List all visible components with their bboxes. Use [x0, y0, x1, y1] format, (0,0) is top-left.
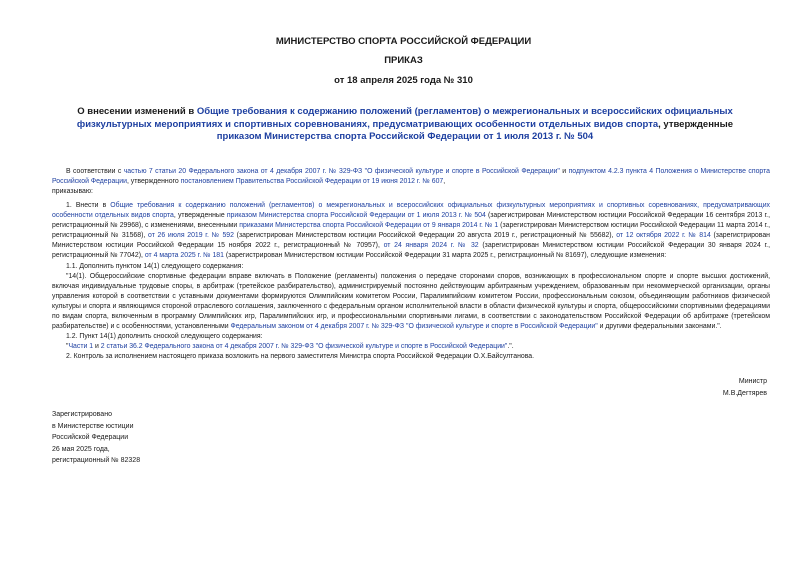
item1-text: (зарегистрирован Министерством юстиции Российской Федерации 15 ноября 2022 г., регистрационный № 70957),: [52, 232, 770, 250]
item1-text: (зарегистрирован Министерством юстиции Российской Федерации 20 августа 2019 г., регистрационный № 55682),: [233, 232, 617, 240]
title-text: О внесении изменений в: [77, 106, 197, 117]
item1-link-requirements[interactable]: Общие требования к содержанию положений (регламентов) о межрегиональных и всероссийских официальных физкультурных мероприятиях и спортивных соревнованиях, предусматривающих особенности отдельных видов спорта: [52, 202, 770, 220]
order-word: приказываю:: [52, 188, 93, 196]
item1-text: , утвержденные: [173, 212, 227, 220]
registration-block: [52, 409, 140, 467]
registration-line: Российской Федерации: [52, 434, 129, 442]
item1-link-order-32[interactable]: от 24 января 2024 г. № 32: [383, 242, 479, 250]
item1-text: (зарегистрирован Министерством юстиции Российской Федерации 11 марта 2014 г., регистрационный № 31568),: [52, 222, 770, 240]
registration-date: 26 мая 2025 года,: [52, 445, 110, 453]
preamble-text: ,: [443, 178, 446, 186]
registration-line: Зарегистрировано: [52, 411, 112, 418]
item-1-1: 1.1. Дополнить пунктом 14(1) следующего содержания:: [66, 262, 244, 270]
item1-link-order-1[interactable]: приказами Министерства спорта Российской Федерации от 9 января 2014 г. № 1: [239, 222, 499, 230]
footnote-text-part: .".: [507, 343, 514, 351]
item-14-1-text: [52, 272, 770, 333]
document-type: ПРИКАЗ: [384, 55, 423, 66]
footnote-text: [52, 342, 770, 352]
item14-text: "14(1). Общероссийские спортивные федерации вправе включать в Положение (регламенты) положения о передаче сторонами споров, возникающих в профессиональном спорте и спорте высших достижений, включая индивидуальные трудовые споры, в арбитраж (третейское разбирательство), администрируемый постоянно действующим арбитражным учреждением, образованным при некоммерческой организации, органы управления которой в соответствии с уставными документами формируются Олимпийским комитетом России, Паралимпийским комитетом России, профессиональным союзом, объединяющим работников физической культуры и спорта и являющимся стороной отраслевого соглашения, заключенного с федеральным органом исполнительной власти в области физической культуры и спорта, общероссийскими спортивными федерациями по видам спорта, включенным в программу Олимпийских игр, Паралимпийских игр, и профессиональными спортивными лигами, в соответствии с законодательством Российской Федерации об арбитраже (третейском разбирательстве) и с особенностями, установленными: [52, 272, 770, 331]
footnote-mark: ": [66, 343, 69, 351]
preamble-link-resolution[interactable]: постановлением Правительства Российской Федерации от 19 июня 2012 г. № 607: [180, 178, 444, 186]
registration-line: в Министерстве юстиции: [52, 422, 134, 430]
document-date-number: от 18 апреля 2025 года № 310: [334, 75, 473, 86]
item14-text: и другими федеральными законами: [597, 323, 716, 331]
title-text: , утвержденные: [658, 118, 734, 130]
item-2: 2. Контроль за исполнением настоящего приказа возложить на первого заместителя Министра спорта Российской Федерации О.Х.Байсултанова.: [66, 353, 535, 361]
preamble-link-law[interactable]: частью 7 статьи 20 Федерального закона от 4 декабря 2007 г. № 329-ФЗ "О физической культуре и спорте в Российской Федерации": [123, 168, 560, 175]
item14-text: .".: [715, 323, 722, 331]
item1-text: 1. Внести в: [66, 202, 111, 209]
item-1-2: 1.2. Пункт 14(1) дополнить сноской следующего содержания:: [66, 333, 263, 341]
item-1: [52, 201, 770, 363]
preamble-text: В соответствии с: [66, 168, 124, 175]
title-link-requirements[interactable]: Общие требования к содержанию положений (регламентов) о межрегиональных и всероссийских официальных физкультурных мероприятиях и спортивных соревнованиях, предусматривающих особенности отдельных видов спорта: [76, 106, 733, 130]
item1-text: (зарегистрирован Министерством юстиции Российской Федерации 31 марта 2025 г., регистрационный № 81697), следующие изменения:: [223, 252, 667, 260]
item1-link-order-592[interactable]: от 26 июля 2019 г. № 592: [148, 232, 234, 240]
document-title: [60, 106, 750, 144]
item1-text: (зарегистрирован Министерством юстиции Российской Федерации 30 января 2024 г., регистрационный № 77042),: [52, 242, 770, 260]
item1-link-order-814[interactable]: от 12 октября 2022 г. № 814: [616, 232, 711, 240]
preamble-text: и: [559, 168, 569, 175]
registration-number: регистрационный № 82328: [52, 457, 141, 465]
item14-link-law[interactable]: Федеральным законом от 4 декабря 2007 г. № 329-ФЗ "О физической культуре и спорте в Российской Федерации": [230, 323, 598, 331]
preamble-text: , утвержденного: [126, 178, 181, 186]
item1-text: (зарегистрирован Министерством юстиции Российской Федерации 16 сентября 2013 г., регистрационный № 29968), с изменениями, внесенными: [52, 212, 770, 230]
signature-name: М.В.Дегтярев: [722, 390, 767, 397]
footnote-text-part: и: [93, 343, 101, 351]
item1-link-order-181[interactable]: от 4 марта 2025 г. № 181: [144, 252, 224, 260]
preamble: [52, 167, 770, 197]
footnote-link-article[interactable]: 2 статьи 36.2 Федерального закона от 4 декабря 2007 г. № 329-ФЗ "О физической культуре и спорте в Российской Федерации": [100, 343, 508, 351]
ministry-heading: МИНИСТЕРСТВО СПОРТА РОССИЙСКОЙ ФЕДЕРАЦИИ: [275, 36, 532, 47]
title-link-order-504[interactable]: приказом Министерства спорта Российской Федерации от 1 июля 2013 г. № 504: [216, 131, 594, 142]
signature-position: Министр: [738, 378, 767, 385]
item1-link-order-504[interactable]: приказом Министерства спорта Российской Федерации от 1 июля 2013 г. № 504: [226, 212, 486, 220]
footnote-link-part1[interactable]: Части 1: [68, 343, 94, 351]
preamble-link-regulation[interactable]: подпунктом 4.2.3 пункта 4 Положения о Министерстве спорта Российской Федерации: [52, 168, 770, 186]
